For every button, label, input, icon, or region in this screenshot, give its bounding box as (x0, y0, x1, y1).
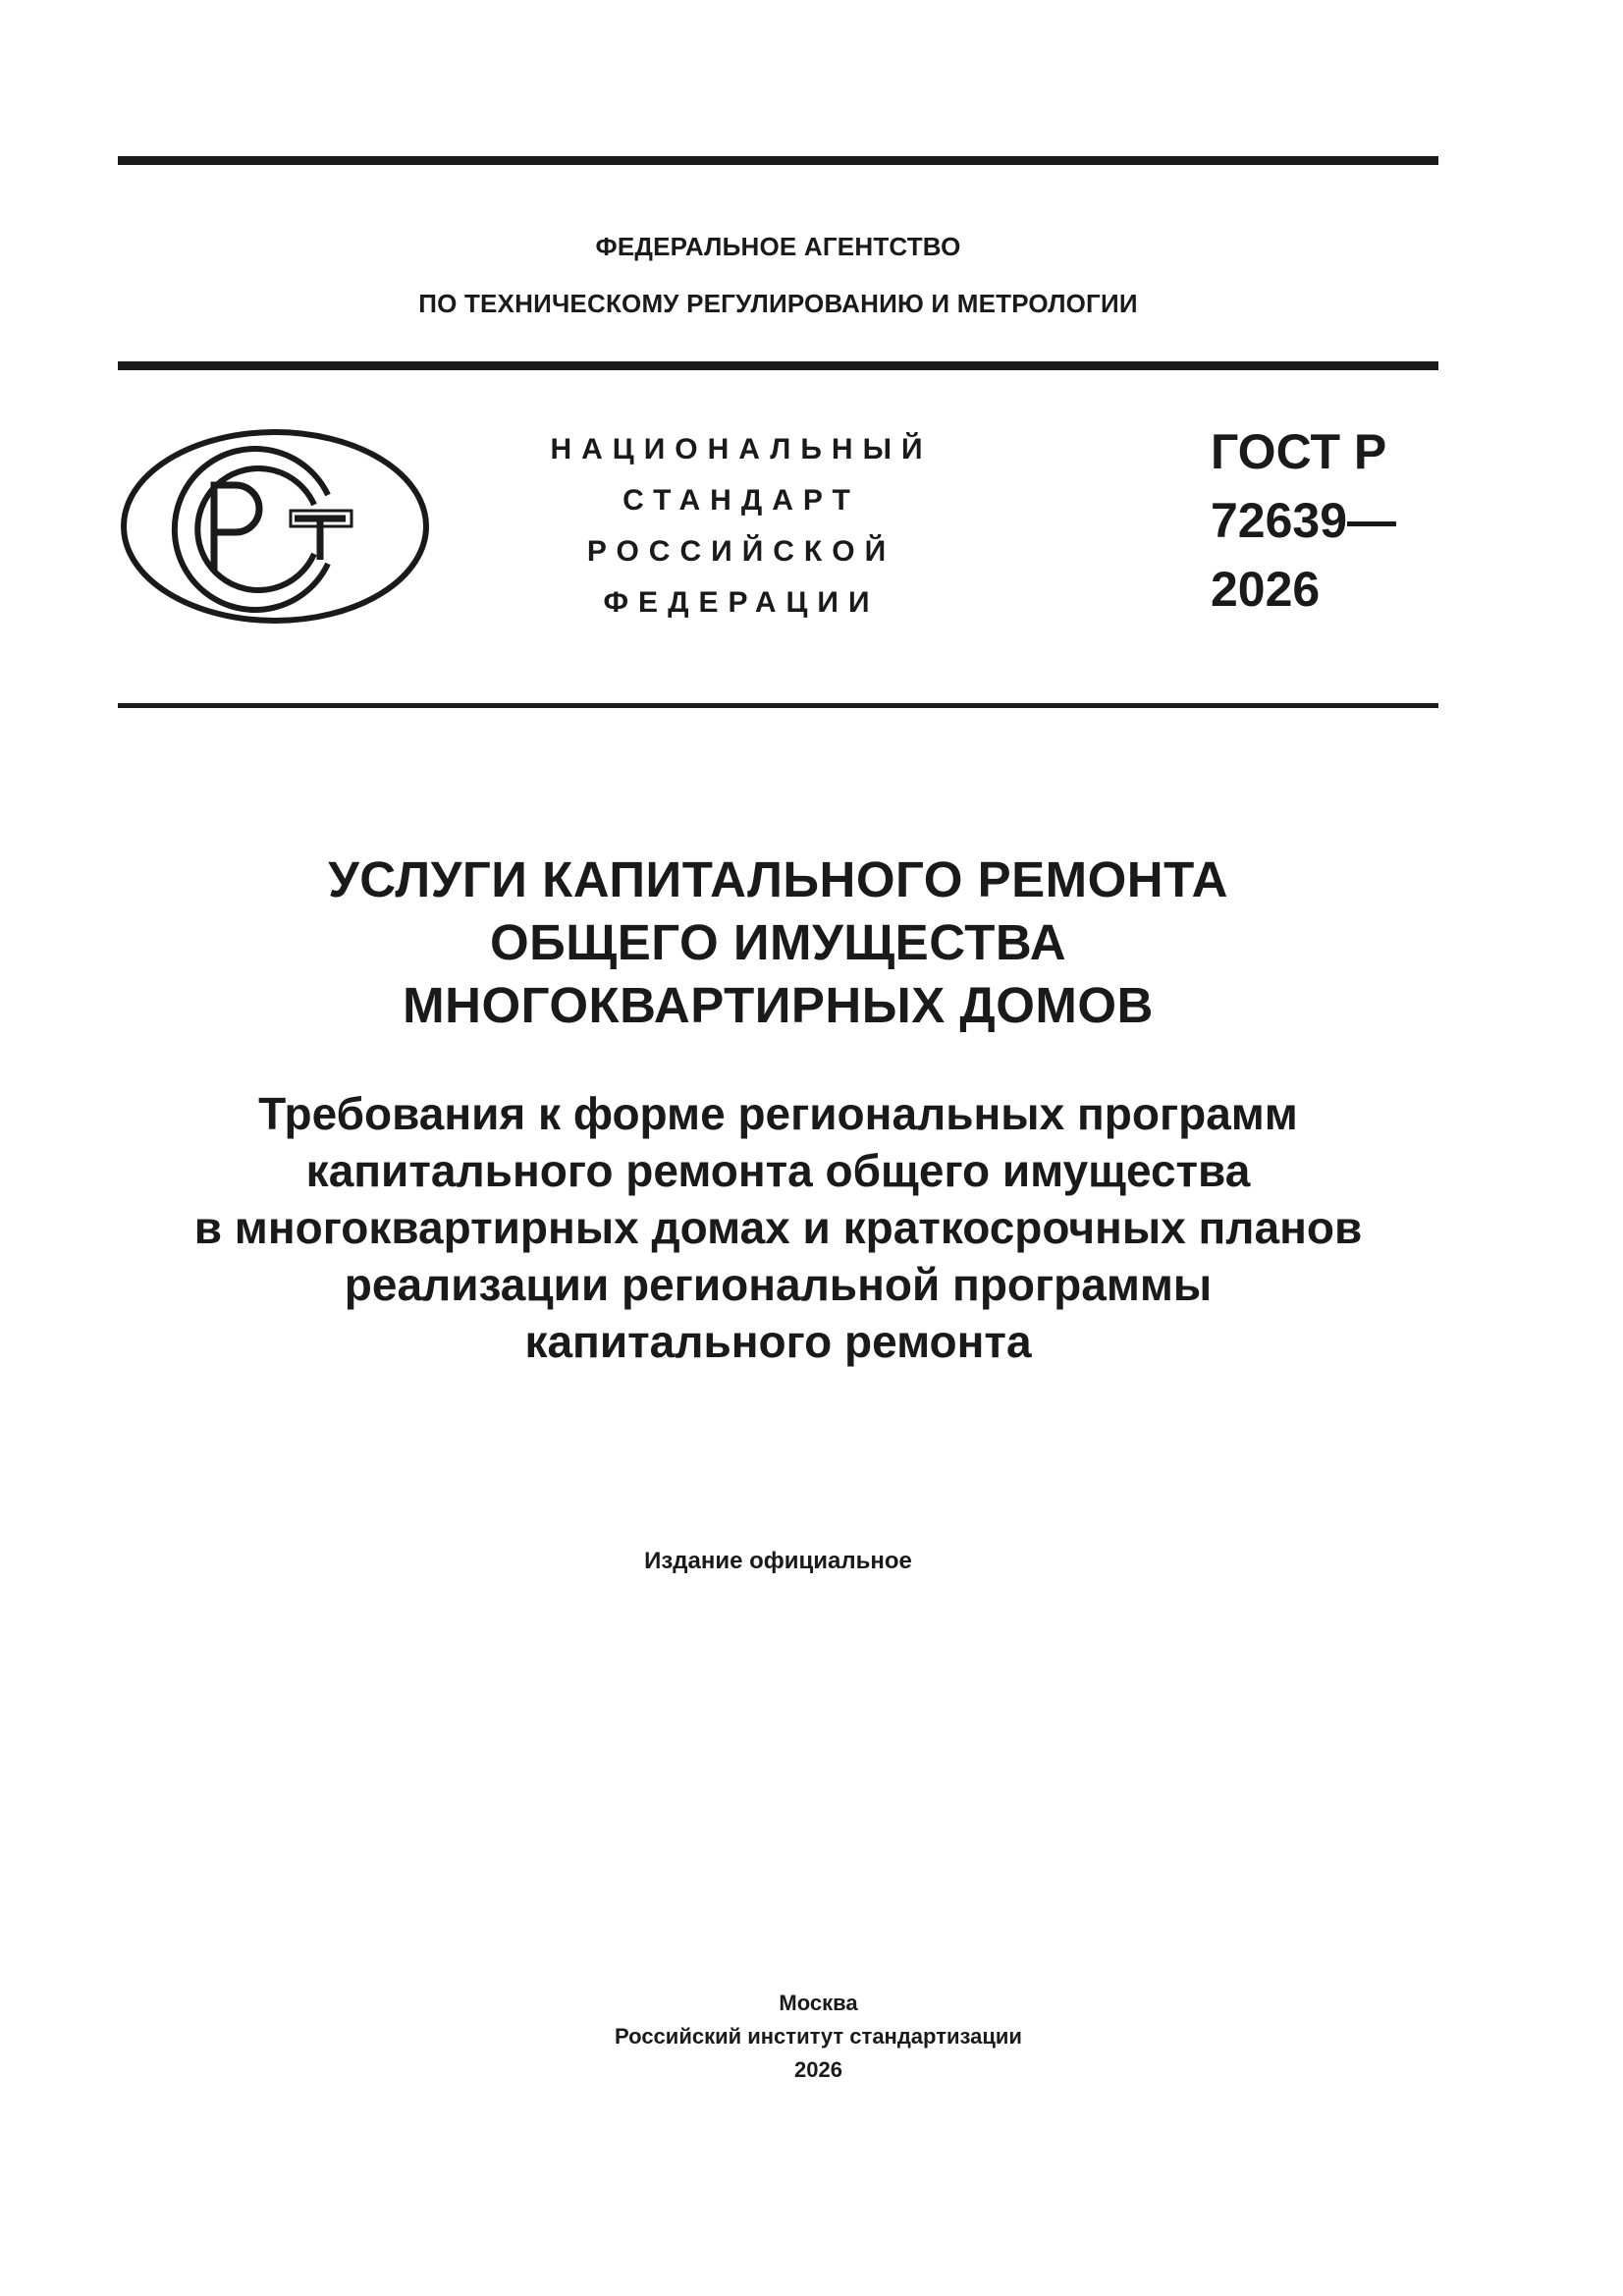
agency-line-2: ПО ТЕХНИЧЕСКОМУ РЕГУЛИРОВАНИЮ И МЕТРОЛОГИИ (418, 289, 1138, 318)
standard-kind-line-3: РОССИЙСКОЙ (586, 535, 896, 568)
subtitle-line-4: реализации региональной программы (344, 1259, 1213, 1310)
document-subtitle (118, 1085, 1438, 1370)
imprint-year: 2026 (794, 2057, 842, 2082)
standard-kind-line-2: СТАНДАРТ (622, 484, 860, 517)
designation-line-1: ГОСТ Р (1211, 424, 1387, 479)
standard-designation (1211, 417, 1396, 624)
title-line-3: МНОГОКВАРТИРНЫХ ДОМОВ (403, 977, 1154, 1033)
designation-line-3: 2026 (1211, 562, 1321, 617)
designation-line-2: 72639— (1211, 493, 1397, 548)
title-line-2: ОБЩЕГО ИМУЩЕСТВА (489, 914, 1067, 970)
document-title (118, 848, 1438, 1037)
header-rule (118, 361, 1438, 370)
national-standard-label (511, 424, 972, 629)
gost-r-conformity-mark-icon (118, 424, 432, 630)
top-rule (118, 156, 1438, 165)
standard-kind-line-1: НАЦИОНАЛЬНЫЙ (550, 433, 933, 465)
imprint-city: Москва (779, 1991, 858, 2015)
official-edition-label: Издание официальное (644, 1548, 912, 1574)
subtitle-line-5: капитального ремонта (524, 1316, 1032, 1367)
standard-kind-line-4: ФЕДЕРАЦИИ (603, 586, 880, 619)
agency-line-1: ФЕДЕРАЛЬНОЕ АГЕНТСТВО (595, 232, 961, 261)
title-block-rule (118, 703, 1438, 708)
publisher-imprint (118, 1987, 1519, 2087)
agency-name (118, 218, 1438, 332)
subtitle-line-1: Требования к форме региональных программ (258, 1088, 1298, 1139)
subtitle-line-2: капитального ремонта общего имущества (305, 1145, 1251, 1196)
subtitle-line-3: в многоквартирных домах и краткосрочных планов (193, 1202, 1363, 1253)
imprint-publisher: Российский институт стандартизации (615, 2024, 1022, 2049)
title-line-1: УСЛУГИ КАПИТАЛЬНОГО РЕМОНТА (328, 851, 1228, 907)
